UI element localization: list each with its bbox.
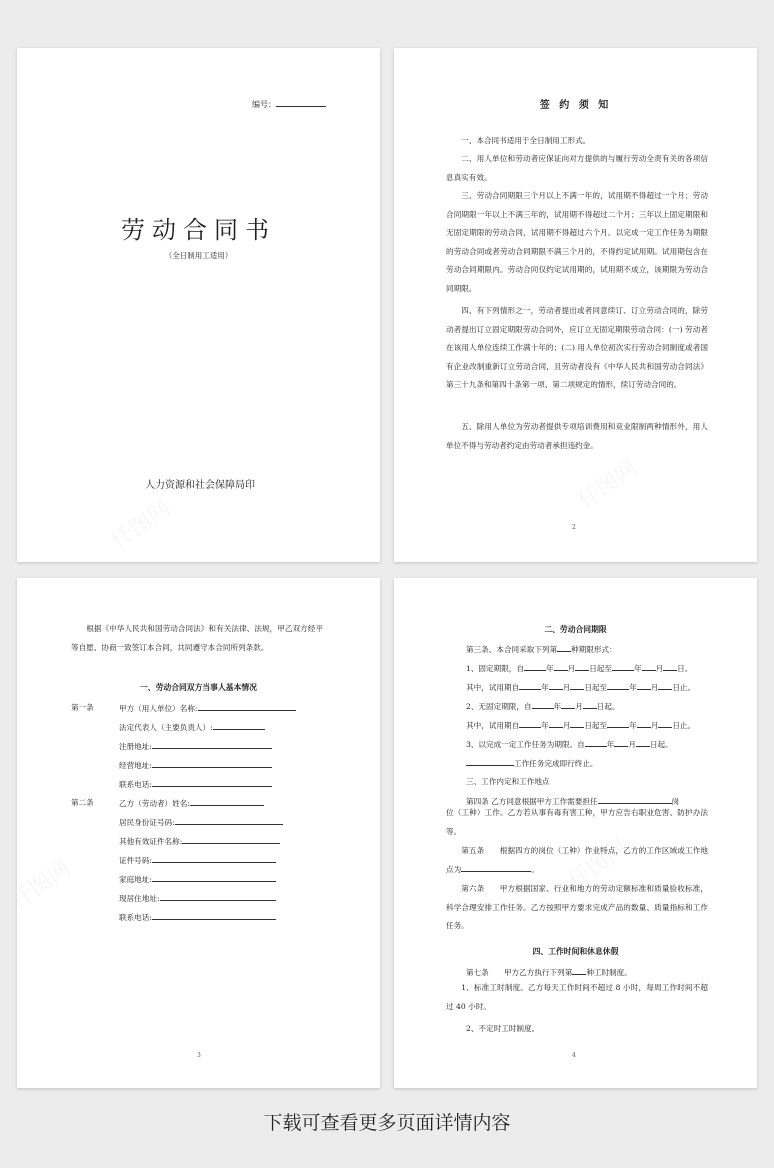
task-term-row: 3、以完成一定工作任务为期限。自 年 月 日起。 [466,740,673,749]
article-4-line-2: 位（工种）工作。乙方若从事有毒有害工种，甲方应告右职业危害、防护办法等。 [446,808,708,836]
legal-rep-field: 法定代表人（主要负责人）: [119,721,265,733]
employee-phone-blank [152,911,276,920]
registered-address-blank [152,740,272,749]
other-id-blank [182,835,280,844]
standard-hours: 1、标准工时制度。乙方每天工作时间不超过 8 小时，每周工作时间不超过 40 小时。 [446,983,708,1011]
home-address-blank [152,873,276,882]
watermark [17,852,76,915]
page-number: 4 [572,1052,576,1059]
contract-intro: 根据《中华人民共和国劳动合同法》和有关法律、法规，甲乙双方经平等自愿、协商一致签订本合同，共同遵守本合同所列条款。 [71,624,323,652]
article-4-line-1: 第四条 乙方同意根据甲方工作需要担任 岗 [466,797,680,806]
watermark [104,492,176,555]
notice-heading: 签 约 须 知 [539,100,612,111]
section-1-heading: 一、劳动合同双方当事人基本情况 [140,683,257,692]
page-number: 2 [572,524,576,531]
article-2-label: 第二条 [71,798,94,807]
document-title: 劳动合同书 [121,216,276,244]
watermark [571,452,643,515]
business-address-field: 经营地址: [119,759,272,771]
section-2-heading: 二、劳动合同期限 [544,625,607,634]
id-number-blank [175,816,283,825]
notice-item-4: 四、有下列情形之一，劳动者提出或者同意续订、订立劳动合同的，除劳动者提出订立固定期限劳动合同外，应订立无固定期限劳动合同：(一) 劳动者在该用人单位连续工作满十年的；(二) 用人单位初次实行劳动合同制度或者国有企业改制重新订立劳动合同，且劳动者没有《中华人民共和国劳动合同法》第三十九条和第四十条第一项、第二项规定的情形，续订劳动合同的。 [446,306,708,389]
task-end-row: 工作任务完成即行终止。 [466,757,598,769]
contract-number-label: 编号： [252,100,276,109]
current-address-blank [160,892,276,901]
other-id-field: 其他有效证件名称: [119,835,280,847]
employee-name-blank [190,797,264,806]
non-standard-hours: 2、不定时工时制度。 [466,1024,540,1033]
page-number: 3 [197,1052,201,1059]
section-4-heading: 四、工作时间和休息休假 [532,947,619,956]
article-3: 第三条、本合同采取下列第 种期限形式： [466,645,617,654]
home-address-field: 家庭地址: [119,873,276,885]
employer-name-field: 甲方（用人单位）名称: [119,702,296,714]
document-subtitle: （全日制用工适用） [164,251,233,260]
signing-notice-page [394,48,757,562]
download-caption: 下载可查看更多页面详情内容 [263,1112,511,1134]
notice-item-2: 二、用人单位和劳动者应保证向对方提供的与履行劳动全责有关的各项信息真实有效。 [446,154,708,182]
probation-row-1: 其中，试用期自 年 月 日起至 年 月 日止。 [466,683,696,692]
id-number-field: 居民身份证号码: [119,816,283,828]
employer-name-blank [198,702,296,711]
fixed-term-row: 1、固定期限，自 年 月 日起至 年 月 日。 [466,664,693,673]
employee-name-field: 乙方（劳动者）姓名: [119,797,264,809]
article-5: 第五条 根据四方的岗位（工种）作业特点，乙方的工作区域或工作地点为 。 [446,846,708,874]
contract-term-page [394,578,757,1088]
notice-item-3: 三、劳动合同期限三个月以上不满一年的，试用期不得超过一个月；劳动合同期限一年以上不满三年的，试用期不得超过二个月；三年以上固定期限和无固定期限的劳动合同，试用期不得超过六个月。以完成一定工作任务为期限的劳动合同或者劳动合同期限不满三个月的，不得约定试用期。试用期包含在劳动合同期限内。劳动合同仅约定试用期的，试用期不成立，该期限为劳动合同期限。 [446,191,708,293]
section-3-heading: 三、工作内定和工作地点 [466,777,550,786]
article-6: 第六条 甲方根据国家、行业和地方的劳动定额标准和质量验收标准，科学合理安排工作任务。乙方按照甲方要求完成产品的数量、质量指标和工作任务。 [446,884,708,930]
contract-number-blank [276,98,326,107]
contract-cover-page [17,48,380,562]
employee-phone-field: 联系电话: [119,911,276,923]
cert-number-blank [152,854,276,863]
open-term-row: 2、无固定期限，自 年 月 日起。 [466,702,620,711]
contract-number-field [252,98,326,110]
notice-item-5: 五、除用人单位为劳动者提供专项培训费用和竞业限制两种情形外，用人单位不得与劳动者约定由劳动者承担违约金。 [446,422,708,450]
notice-item-1: 一、本合同书适用于全日制用工形式。 [461,136,591,145]
current-address-field: 现居住地址: [119,892,276,904]
cert-number-field: 证件号码: [119,854,276,866]
registered-address-field: 注册地址: [119,740,272,752]
parties-info-page [17,578,380,1088]
legal-rep-blank [213,721,265,730]
issuer-label: 人力资源和社会保障局印 [145,480,255,491]
probation-row-2: 其中，试用期自 年 月 日起至 年 月 日止。 [466,721,696,730]
article-7: 第七条 甲方乙方执行下列第 种工时制度。 [466,968,632,977]
article-1-label: 第一条 [71,703,94,712]
employer-phone-field: 联系电话: [119,778,272,790]
employer-phone-blank [152,778,272,787]
business-address-blank [152,759,272,768]
